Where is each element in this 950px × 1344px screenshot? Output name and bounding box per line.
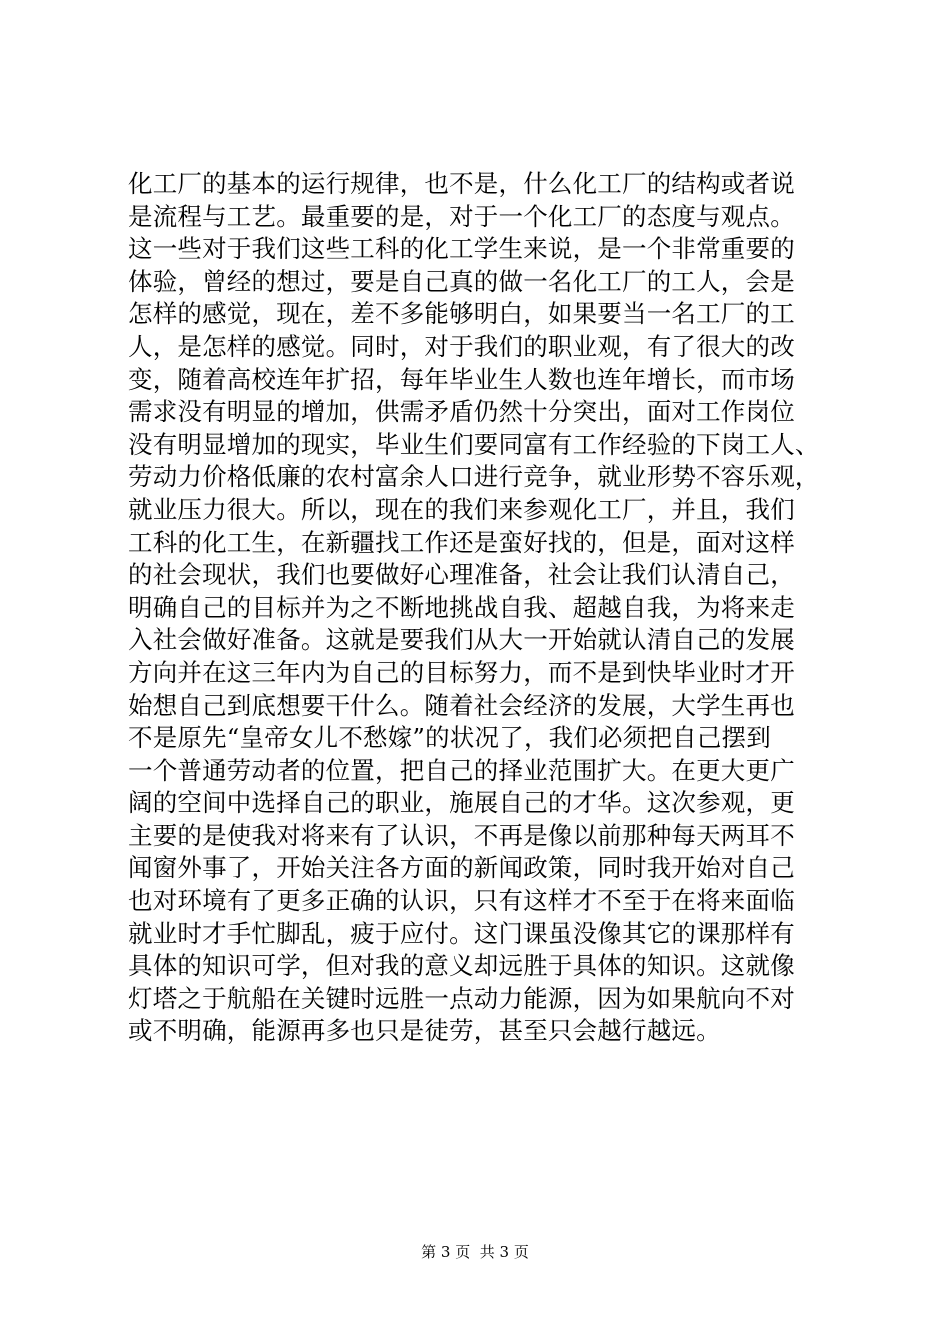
page-total: 共 3 页 — [479, 1243, 529, 1261]
text-line: 这一些对于我们这些工科的化工学生来说，是一个非常重要的 — [128, 234, 795, 264]
text-line: 劳动力价格低廉的农村富余人口进行竞争，就业形势不容乐观， — [128, 462, 820, 492]
text-line: 阔的空间中选择自己的职业，施展自己的才华。这次参观，更 — [128, 788, 795, 818]
footer-separator — [470, 1243, 480, 1261]
text-line: 闻窗外事了，开始关注各方面的新闻政策，同时我开始对自己 — [128, 853, 795, 883]
text-line: 变，随着高校连年扩招，每年毕业生人数也连年增长，而市场 — [128, 364, 795, 394]
text-line: 明确自己的目标并为之不断地挑战自我、超越自我，为将来走 — [128, 592, 795, 622]
text-line: 是流程与工艺。最重要的是，对于一个化工厂的态度与观点。 — [128, 201, 795, 231]
text-line: 始想自己到底想要干什么。随着社会经济的发展，大学生再也 — [128, 690, 795, 720]
text-line: 需求没有明显的增加，供需矛盾仍然十分突出，面对工作岗位 — [128, 397, 795, 427]
text-line: 也对环境有了更多正确的认识，只有这样才不至于在将来面临 — [128, 886, 795, 916]
page-footer — [0, 1242, 950, 1262]
text-line: 人，是怎样的感觉。同时，对于我们的职业观，有了很大的改 — [128, 331, 795, 361]
text-line: 方向并在这三年内为自己的目标努力，而不是到快毕业时才开 — [128, 657, 795, 687]
text-line: 化工厂的基本的运行规律，也不是，什么化工厂的结构或者说 — [128, 169, 795, 198]
text-line: 不是原先“皇帝女儿不愁嫁”的状况了，我们必须把自己摆到 — [128, 723, 771, 753]
text-line: 怎样的感觉，现在，差不多能够明白，如果要当一名工厂的工 — [128, 299, 795, 329]
page-number: 第 3 页 — [421, 1243, 471, 1261]
text-line: 灯塔之于航船在关键时远胜一点动力能源，因为如果航向不对 — [128, 983, 795, 1013]
text-line: 没有明显增加的现实，毕业生们要同富有工作经验的下岗工人、 — [128, 429, 820, 459]
text-line: 主要的是使我对将来有了认识，不再是像以前那种每天两耳不 — [128, 820, 795, 850]
text-line: 一个普通劳动者的位置，把自己的择业范围扩大。在更大更广 — [128, 755, 795, 785]
text-line: 或不明确，能源再多也只是徒劳，甚至只会越行越远。 — [128, 1016, 721, 1046]
text-line: 体验，曾经的想过，要是自己真的做一名化工厂的工人，会是 — [128, 266, 795, 296]
text-line: 就业压力很大。所以，现在的我们来参观化工厂，并且，我们 — [128, 494, 795, 524]
body-paragraph — [128, 168, 868, 1048]
text-line: 入社会做好准备。这就是要我们从大一开始就认清自己的发展 — [128, 625, 795, 655]
text-line: 就业时才手忙脚乱，疲于应付。这门课虽没像其它的课那样有 — [128, 918, 795, 948]
text-line: 的社会现状，我们也要做好心理准备，社会让我们认清自己， — [128, 560, 795, 590]
text-line: 工科的化工生，在新疆找工作还是蛮好找的，但是，面对这样 — [128, 527, 795, 557]
text-line: 具体的知识可学，但对我的意义却远胜于具体的知识。这就像 — [128, 951, 795, 981]
